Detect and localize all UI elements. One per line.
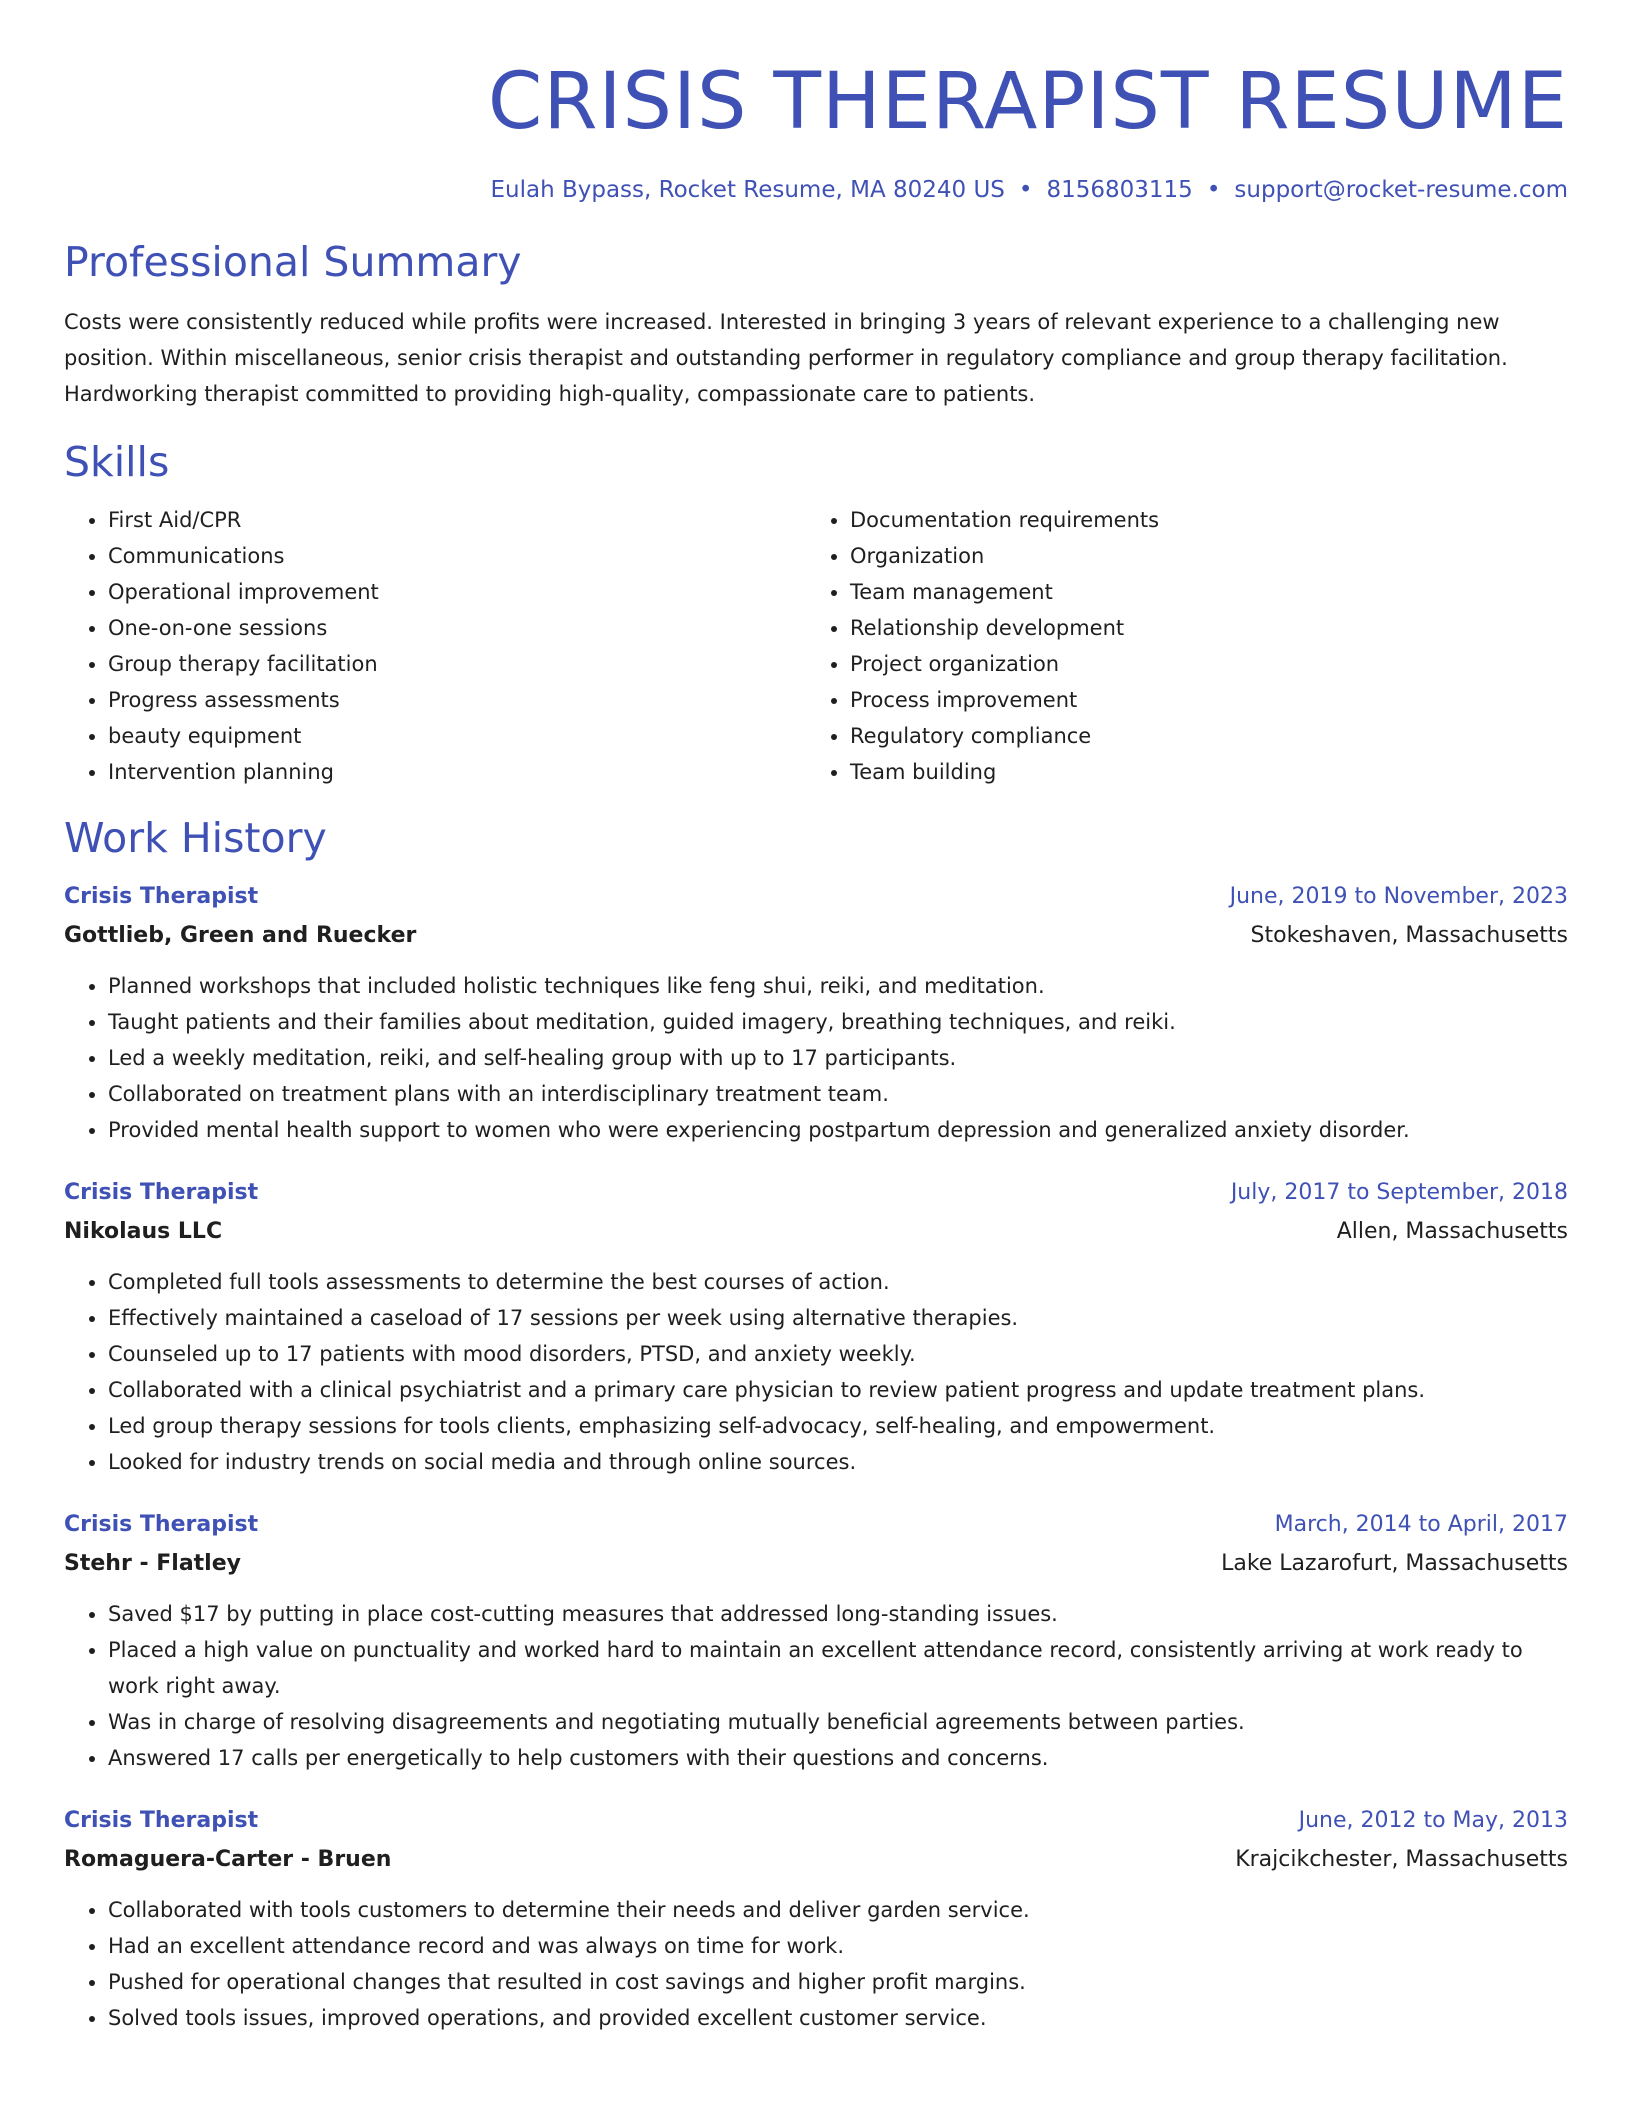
job-bullet: • Effectively maintained a caseload of 17 sessions per week using alternative therapies.: [108, 1300, 1568, 1336]
job-title: Crisis Therapist: [64, 1180, 259, 1205]
job-company: Nikolaus LLC: [64, 1219, 223, 1244]
job-bullet: • Completed full tools assessments to determine the best courses of action.: [108, 1264, 1568, 1300]
job-bullet: • Taught patients and their families about meditation, guided imagery, breathing techniques, and reiki.: [108, 1004, 1568, 1040]
job-company: Stehr - Flatley: [64, 1551, 241, 1576]
skill-item: • Progress assessments: [108, 682, 806, 718]
skill-item: • Communications: [108, 538, 806, 574]
job-bullets: [64, 968, 1568, 1148]
job-entry: [64, 1174, 1568, 1480]
summary-section: [64, 234, 1568, 412]
job-title: Crisis Therapist: [64, 1512, 259, 1537]
skill-item: • Project organization: [850, 646, 1548, 682]
job-company-row: [64, 916, 1568, 956]
job-entry: [64, 878, 1568, 1148]
skills-list-right: [806, 502, 1548, 790]
skill-item: • Group therapy facilitation: [108, 646, 806, 682]
job-bullet: • Pushed for operational changes that resulted in cost savings and higher profit margins.: [108, 1964, 1568, 2000]
job-bullet: • Was in charge of resolving disagreements and negotiating mutually beneficial agreements between parties.: [108, 1704, 1568, 1740]
job-list: [64, 878, 1568, 2036]
job-dates: July, 2017 to September, 2018: [1230, 1180, 1568, 1205]
job-bullet: • Led group therapy sessions for tools clients, emphasizing self-advocacy, self-healing, and empowerment.: [108, 1408, 1568, 1444]
skills-heading: Skills: [64, 438, 170, 486]
contact-separator: •: [1018, 177, 1033, 203]
skill-item: • One-on-one sessions: [108, 610, 806, 646]
job-bullet: • Looked for industry trends on social media and through online sources.: [108, 1444, 1568, 1480]
job-dates: June, 2012 to May, 2013: [1298, 1808, 1568, 1833]
job-bullet: • Placed a high value on punctuality and worked hard to maintain an excellent attendance record, consistently arriving at work ready to work right away.: [108, 1632, 1568, 1704]
work-section: [64, 810, 1568, 2036]
job-bullet: • Collaborated with a clinical psychiatrist and a primary care physician to review patient progress and update treatment plans.: [108, 1372, 1568, 1408]
resume-page: [64, 0, 1568, 2062]
job-bullet: • Collaborated with tools customers to determine their needs and deliver garden service.: [108, 1892, 1568, 1928]
resume-header: [64, 0, 1568, 206]
skills-section: [64, 434, 1568, 790]
job-location: Lake Lazarofurt, Massachusetts: [1221, 1551, 1568, 1576]
skill-item: • Team building: [850, 754, 1548, 790]
job-company: Romaguera-Carter - Bruen: [64, 1847, 392, 1872]
job-company: Gottlieb, Green and Ruecker: [64, 923, 417, 948]
job-location: Krajcikchester, Massachusetts: [1235, 1847, 1568, 1872]
job-header-row: [64, 878, 1568, 916]
job-title: Crisis Therapist: [64, 884, 259, 909]
contact-phone: 8156803115: [1046, 177, 1193, 203]
skills-columns: [64, 502, 1568, 790]
job-location: Stokeshaven, Massachusetts: [1250, 923, 1568, 948]
skill-item: • Intervention planning: [108, 754, 806, 790]
job-company-row: [64, 1212, 1568, 1252]
job-bullet: • Counseled up to 17 patients with mood disorders, PTSD, and anxiety weekly.: [108, 1336, 1568, 1372]
job-dates: June, 2019 to November, 2023: [1229, 884, 1568, 909]
job-bullets: [64, 1264, 1568, 1480]
contact-line: [64, 174, 1568, 206]
job-bullet: • Collaborated on treatment plans with an interdisciplinary treatment team.: [108, 1076, 1568, 1112]
job-bullet: • Provided mental health support to women who were experiencing postpartum depression and generalized anxiety disorder.: [108, 1112, 1568, 1148]
job-dates: March, 2014 to April, 2017: [1274, 1512, 1568, 1537]
skill-item: • Documentation requirements: [850, 502, 1548, 538]
summary-heading: Professional Summary: [64, 238, 522, 286]
job-entry: [64, 1802, 1568, 2036]
job-bullet: • Saved $17 by putting in place cost-cutting measures that addressed long-standing issues.: [108, 1596, 1568, 1632]
job-bullets: [64, 1596, 1568, 1776]
skill-item: • Relationship development: [850, 610, 1548, 646]
skill-item: • Organization: [850, 538, 1548, 574]
job-bullet: • Planned workshops that included holistic techniques like feng shui, reiki, and meditation.: [108, 968, 1568, 1004]
job-company-row: [64, 1544, 1568, 1584]
job-bullet: • Solved tools issues, improved operations, and provided excellent customer service.: [108, 2000, 1568, 2036]
work-heading: Work History: [64, 814, 327, 862]
skill-item: • Process improvement: [850, 682, 1548, 718]
skill-item: • Team management: [850, 574, 1548, 610]
job-bullets: [64, 1892, 1568, 2036]
job-bullet: • Had an excellent attendance record and was always on time for work.: [108, 1928, 1568, 1964]
job-bullet: • Led a weekly meditation, reiki, and self-healing group with up to 17 participants.: [108, 1040, 1568, 1076]
skill-item: • Operational improvement: [108, 574, 806, 610]
skill-item: • Regulatory compliance: [850, 718, 1548, 754]
job-header-row: [64, 1506, 1568, 1544]
job-company-row: [64, 1840, 1568, 1880]
job-bullet: • Answered 17 calls per energetically to help customers with their questions and concerns.: [108, 1740, 1568, 1776]
contact-address: Eulah Bypass, Rocket Resume, MA 80240 US: [490, 177, 1005, 203]
skill-item: • beauty equipment: [108, 718, 806, 754]
summary-text: Costs were consistently reduced while profits were increased. Interested in bringing 3 years of relevant experience to a challenging new position. Within miscellaneous, senior crisis therapist and outstanding performer in regulatory compliance and group therapy facilitation. Hardworking therapist committed to providing high-quality, compassionate care to patients.: [64, 310, 1508, 406]
job-header-row: [64, 1174, 1568, 1212]
job-title: Crisis Therapist: [64, 1808, 259, 1833]
job-location: Allen, Massachusetts: [1336, 1219, 1568, 1244]
resume-title: CRISIS THERAPIST RESUME: [487, 57, 1568, 147]
job-entry: [64, 1506, 1568, 1776]
job-header-row: [64, 1802, 1568, 1840]
skills-list-left: [64, 502, 806, 790]
skill-item: • First Aid/CPR: [108, 502, 806, 538]
contact-email: support@rocket-resume.com: [1234, 177, 1568, 203]
contact-separator: •: [1206, 177, 1221, 203]
